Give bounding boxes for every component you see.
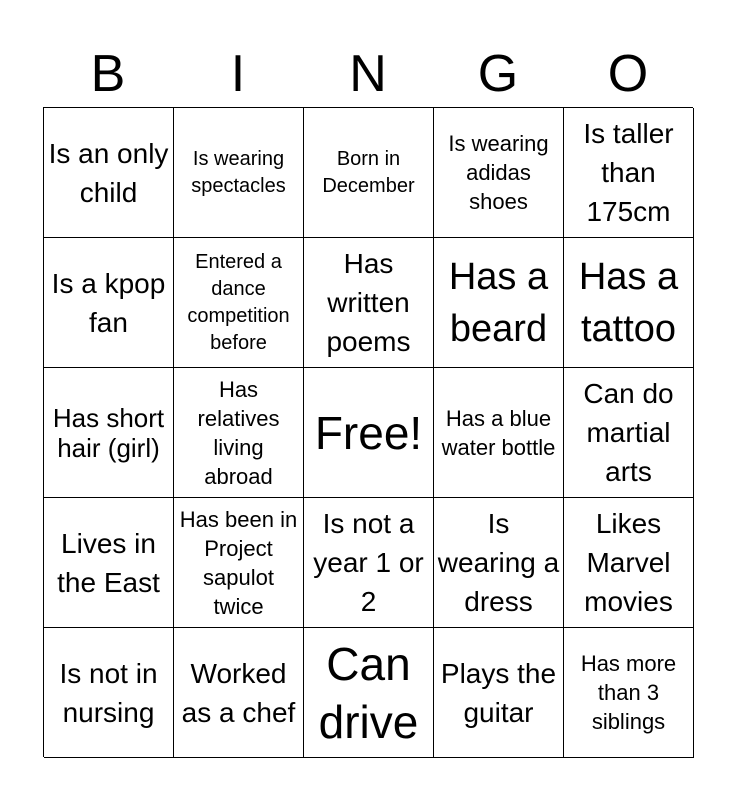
bingo-cell[interactable]: [174, 498, 304, 628]
cell-label: Has a tattoo: [578, 255, 679, 350]
bingo-cell[interactable]: [174, 628, 304, 758]
cell-label: Is not a year 1 or 2: [313, 508, 424, 617]
cell-label: Likes Marvel movies: [584, 508, 673, 617]
bingo-cell[interactable]: [44, 238, 174, 368]
bingo-cell[interactable]: [434, 368, 564, 498]
cell-label: Can drive: [318, 637, 419, 748]
bingo-cell[interactable]: [304, 628, 434, 758]
bingo-cell[interactable]: [174, 368, 304, 498]
cell-label: Has been in Project sapulot twice: [179, 506, 298, 619]
cell-label: Has written poems: [326, 248, 411, 357]
bingo-cell[interactable]: [564, 238, 694, 368]
bingo-cell[interactable]: [304, 108, 434, 238]
header-letter-i: I: [230, 45, 246, 103]
cell-label: Is taller than 175cm: [583, 118, 674, 227]
cell-label: Has a beard: [448, 255, 549, 350]
cell-label: Has more than 3 siblings: [580, 651, 677, 734]
cell-label: Entered a dance competition before: [187, 250, 290, 354]
cell-label: Can do martial arts: [583, 378, 674, 487]
bingo-card: [43, 107, 693, 757]
bingo-cell[interactable]: [44, 498, 174, 628]
cell-label: Is wearing spectacles: [191, 147, 286, 197]
cell-label: Is wearing a dress: [437, 508, 560, 617]
bingo-cell[interactable]: [304, 498, 434, 628]
bingo-cell[interactable]: [434, 238, 564, 368]
bingo-cell[interactable]: [564, 108, 694, 238]
header-letter-o: O: [607, 45, 649, 103]
bingo-cell[interactable]: [434, 628, 564, 758]
cell-label: Is an only child: [48, 137, 169, 208]
header-letter-g: G: [477, 45, 519, 103]
header-letter-b: B: [90, 45, 126, 103]
bingo-cell[interactable]: [564, 498, 694, 628]
cell-label: Plays the guitar: [440, 657, 557, 728]
free-cell[interactable]: [304, 368, 434, 498]
bingo-cell[interactable]: [434, 498, 564, 628]
bingo-header: [43, 40, 693, 108]
cell-label: Lives in the East: [57, 527, 160, 598]
cell-label: Is a kpop fan: [51, 267, 166, 338]
cell-label: Worked as a chef: [181, 657, 296, 728]
bingo-cell[interactable]: [44, 628, 174, 758]
cell-label: Free!: [314, 406, 423, 459]
bingo-cell[interactable]: [174, 238, 304, 368]
bingo-cell[interactable]: [44, 108, 174, 238]
cell-label: Has relatives living abroad: [197, 376, 280, 489]
bingo-cell[interactable]: [564, 628, 694, 758]
header-letter-n: N: [349, 45, 387, 103]
bingo-cell[interactable]: [304, 238, 434, 368]
bingo-cell[interactable]: [174, 108, 304, 238]
bingo-cell[interactable]: [434, 108, 564, 238]
cell-label: Is not in nursing: [59, 657, 158, 728]
bingo-cell[interactable]: [44, 368, 174, 498]
cell-label: Born in December: [322, 147, 415, 197]
cell-label: Is wearing adidas shoes: [448, 131, 549, 214]
cell-label: Has short hair (girl): [52, 402, 165, 463]
bingo-cell[interactable]: [564, 368, 694, 498]
cell-label: Has a blue water bottle: [441, 405, 556, 460]
